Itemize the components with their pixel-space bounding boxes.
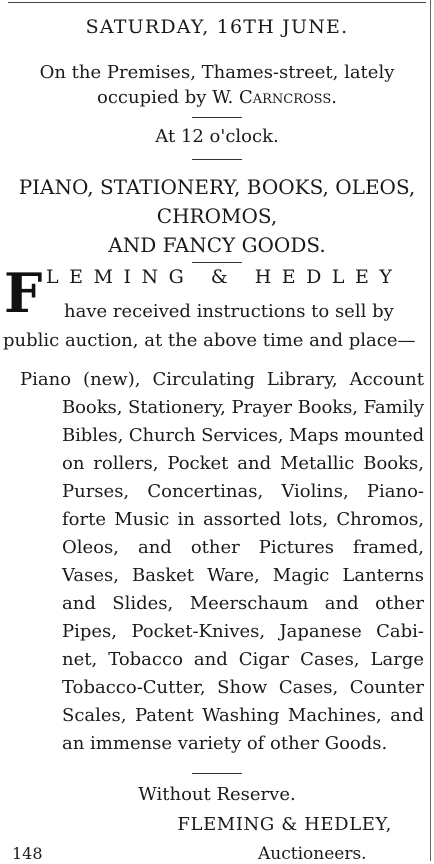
divider-rule-3	[192, 262, 242, 263]
headline-line-2: CHROMOS,	[156, 204, 278, 228]
premises-text	[0, 60, 434, 110]
top-rule	[8, 2, 426, 3]
goods-list-line: Bibles, Church Services, Maps mounted	[62, 425, 425, 446]
signature-role: Auctioneers.	[258, 844, 367, 864]
headline-line-3: AND FANCY GOODS.	[108, 233, 326, 257]
goods-list-line: Piano (new), Circulating Library, Account	[20, 369, 424, 390]
intro-line-2: public auction, at the above time and place—	[3, 330, 416, 351]
sale-time: At 12 o'clock.	[155, 126, 279, 147]
premises-line-2-prefix: occupied by W.	[96, 87, 239, 108]
goods-list-line: and Slides, Meerschaum and other	[62, 593, 424, 614]
intro-line-1: have received instructions to sell by	[64, 301, 394, 322]
goods-list-line: Oleos, and other Pictures framed,	[62, 537, 424, 558]
premises-line-2	[0, 85, 434, 110]
headline	[0, 173, 434, 260]
goods-list-line: an immense variety of other Goods.	[62, 733, 388, 754]
goods-list-line: Books, Stationery, Prayer Books, Family	[62, 397, 424, 418]
headline-line-1: PIANO, STATIONERY, BOOKS, OLEOS,	[18, 175, 416, 199]
premises-occupant-name: Carncross.	[238, 87, 337, 108]
firm-name-heading: LEMING & HEDLEY	[46, 266, 403, 288]
drop-capital: F	[4, 261, 43, 325]
goods-list-line: Tobacco-Cutter, Show Cases, Counter	[62, 677, 424, 698]
goods-list-line: Purses, Concertinas, Violins, Piano-	[62, 481, 424, 502]
reserve-note: Without Reserve.	[138, 784, 296, 805]
divider-rule-1	[192, 117, 242, 118]
divider-rule-2	[192, 159, 242, 160]
goods-list-line: forte Music in assorted lots, Chromos,	[62, 509, 424, 530]
reference-number: 148	[12, 844, 43, 863]
goods-list-line: Pipes, Pocket-Knives, Japanese Cabi-	[62, 621, 424, 642]
goods-list-line: on rollers, Pocket and Metallic Books,	[62, 453, 424, 474]
premises-line-1: On the Premises, Thames-street, lately	[39, 62, 395, 83]
goods-list-line: Vases, Basket Ware, Magic Lanterns	[62, 565, 424, 586]
goods-list-line: net, Tobacco and Cigar Cases, Large	[62, 649, 424, 670]
signature-firm: FLEMING & HEDLEY,	[177, 814, 392, 835]
sale-date: SATURDAY, 16TH JUNE.	[85, 16, 349, 38]
goods-list-line: Scales, Patent Washing Machines, and	[62, 705, 424, 726]
divider-rule-4	[192, 773, 242, 774]
